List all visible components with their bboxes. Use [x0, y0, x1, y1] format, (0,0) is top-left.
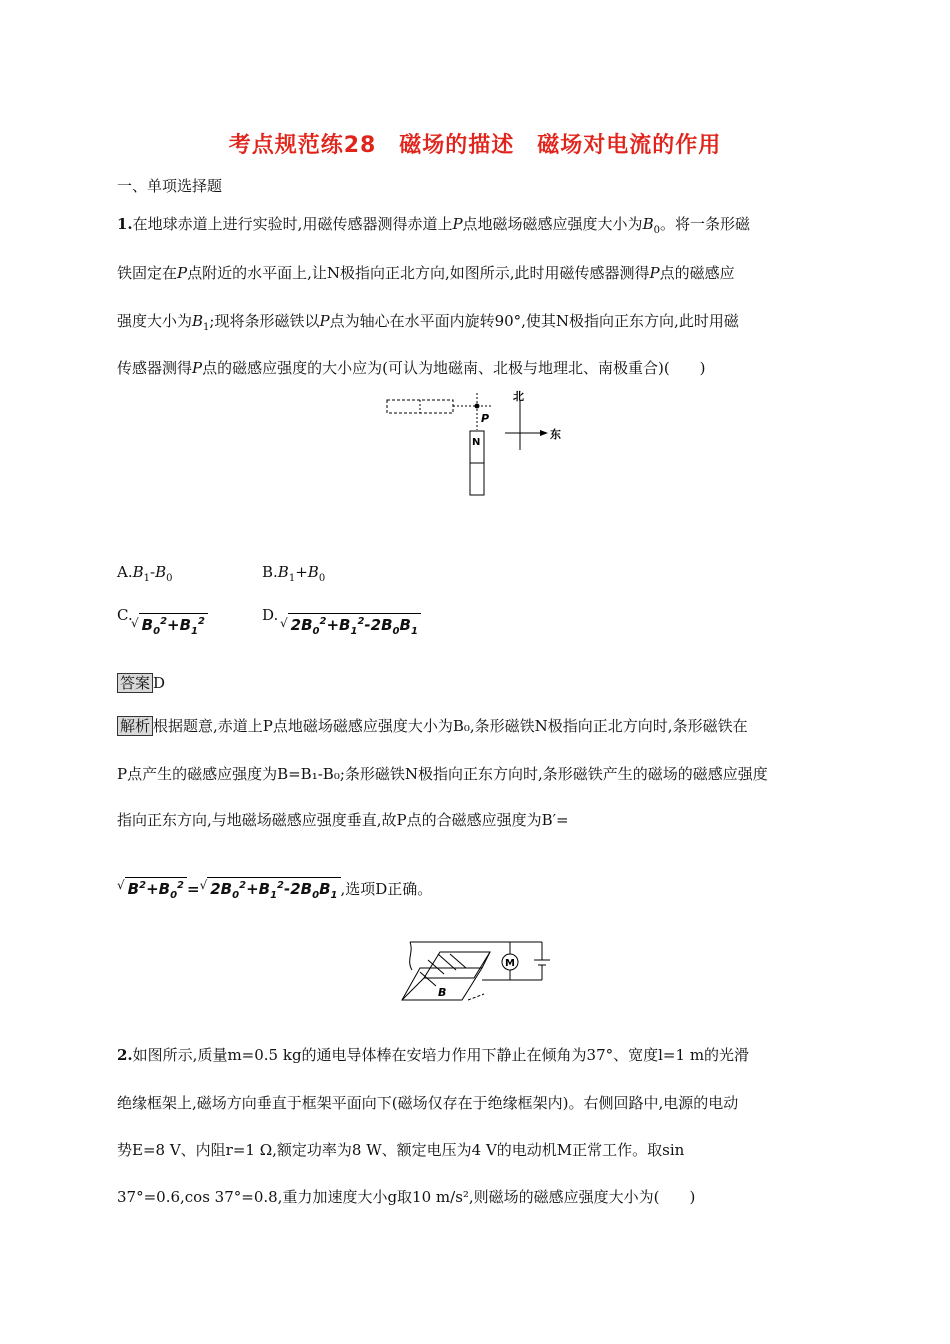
option-c-label: C. [117, 606, 133, 624]
q1-line-3 [117, 311, 739, 338]
option-d-formula: √ $2B_0^2+B_1^2-2B_0B_1$ [280, 616, 421, 637]
q2-number: 2. [117, 1046, 133, 1064]
incline-circuit-figure [400, 938, 550, 1014]
var-p: P [192, 359, 203, 377]
analysis-line-2: P点产生的磁感应强度为B=B₁-B₀;条形磁铁N极指向正东方向时,条形磁铁产生的磁场的磁感应强度 [117, 765, 768, 783]
text: 。将一条形磁 [659, 215, 750, 233]
text: 强度大小为 [117, 312, 193, 330]
text: 点为轴心在水平面内旋转90°,使其N极指向正东方向,此时用磁 [329, 312, 739, 330]
section-heading: 一、单项选择题 [117, 177, 223, 195]
q2-line-4: 37°=0.6,cos 37°=0.8,重力加速度大小g取10 m/s²,则磁场的磁感应强度大小为( ) [117, 1188, 696, 1206]
text: 点地磁场磁感应强度大小为 [462, 215, 643, 233]
q1-number: 1. [117, 215, 133, 233]
option-c-formula: √ $B_0^2+B_1^2$ [131, 616, 208, 637]
analysis-line-1 [117, 716, 748, 736]
magnet-figure [385, 388, 565, 500]
text: 在地球赤道上进行实验时,用磁传感器测得赤道上 [132, 215, 453, 233]
analysis-line-3: 指向正东方向,与地磁场磁感应强度垂直,故P点的合磁感应强度为B′= [117, 811, 569, 829]
q2-line-2: 绝缘框架上,磁场方向垂直于框架平面向下(磁场仅存在于绝缘框架内)。右侧回路中,电源的电动 [117, 1094, 739, 1112]
option-b[interactable]: $B.B_1+B_0$ [262, 563, 326, 584]
east-label: 东 [550, 428, 561, 441]
var-p: P [177, 264, 188, 282]
formula-tail: ,选项D正确。 [340, 880, 433, 898]
answer-value: D [153, 674, 166, 692]
magnet-n-label: N [472, 437, 481, 448]
east-arrow-icon [540, 430, 548, 436]
q2-line-1 [117, 1045, 749, 1065]
equals-sign: = [187, 880, 200, 898]
q1-line-1 [117, 214, 750, 241]
text: ;现将条形磁铁以 [209, 312, 320, 330]
var-p: P [649, 264, 660, 282]
var-p: P [319, 312, 330, 330]
option-b-label: B. [262, 563, 278, 581]
page-title: 考点规范练28 磁场的描述 磁场对电流的作用 [228, 133, 722, 158]
analysis-text: 根据题意,赤道上P点地磁场磁感应强度大小为B₀,条形磁铁N极指向正北方向时,条形磁铁在 [153, 717, 748, 735]
text: 铁固定在 [117, 264, 178, 282]
text: 点的磁感应 [659, 264, 735, 282]
answer-tag: 答案 [117, 673, 153, 693]
answer-line [117, 673, 165, 693]
text: 点的磁感应强度的大小应为(可认为地磁南、北极与地理北、南极重合)( ) [202, 359, 706, 377]
north-label: 北 [513, 390, 524, 403]
q1-line-4 [117, 358, 706, 378]
b-label: B [438, 986, 447, 999]
subscript: 1 [203, 322, 210, 333]
option-a-label: A. [117, 563, 133, 581]
option-d-label: D. [262, 606, 279, 624]
subscript: 0 [653, 225, 660, 236]
option-d[interactable] [262, 605, 278, 625]
var-p: P [452, 215, 463, 233]
p-label: P [481, 412, 490, 425]
motor-label: M [505, 958, 515, 969]
analysis-tag: 解析 [117, 716, 153, 736]
analysis-formula: √ $B^2+B_0^2 =^√$ $2B_0^2+B_1^2-2B_0B_1$ ,选项D正确。 [117, 878, 433, 901]
q2-line-3: 势E=8 V、内阻r=1 Ω,额定功率为8 W、额定电压为4 V的电动机M正常工作。取sin [117, 1141, 685, 1159]
var-b: B [642, 215, 654, 233]
option-a[interactable]: $A.B_1-B_0$ [117, 563, 173, 584]
text: 传感器测得 [117, 359, 193, 377]
text: 点附近的水平面上,让N极指向正北方向,如图所示,此时用磁传感器测得 [187, 264, 650, 282]
q1-line-2 [117, 263, 735, 283]
var-b: B [192, 312, 204, 330]
text: 如图所示,质量m=0.5 kg的通电导体棒在安培力作用下静止在倾角为37°、宽度l=1 m的光滑 [132, 1046, 750, 1064]
